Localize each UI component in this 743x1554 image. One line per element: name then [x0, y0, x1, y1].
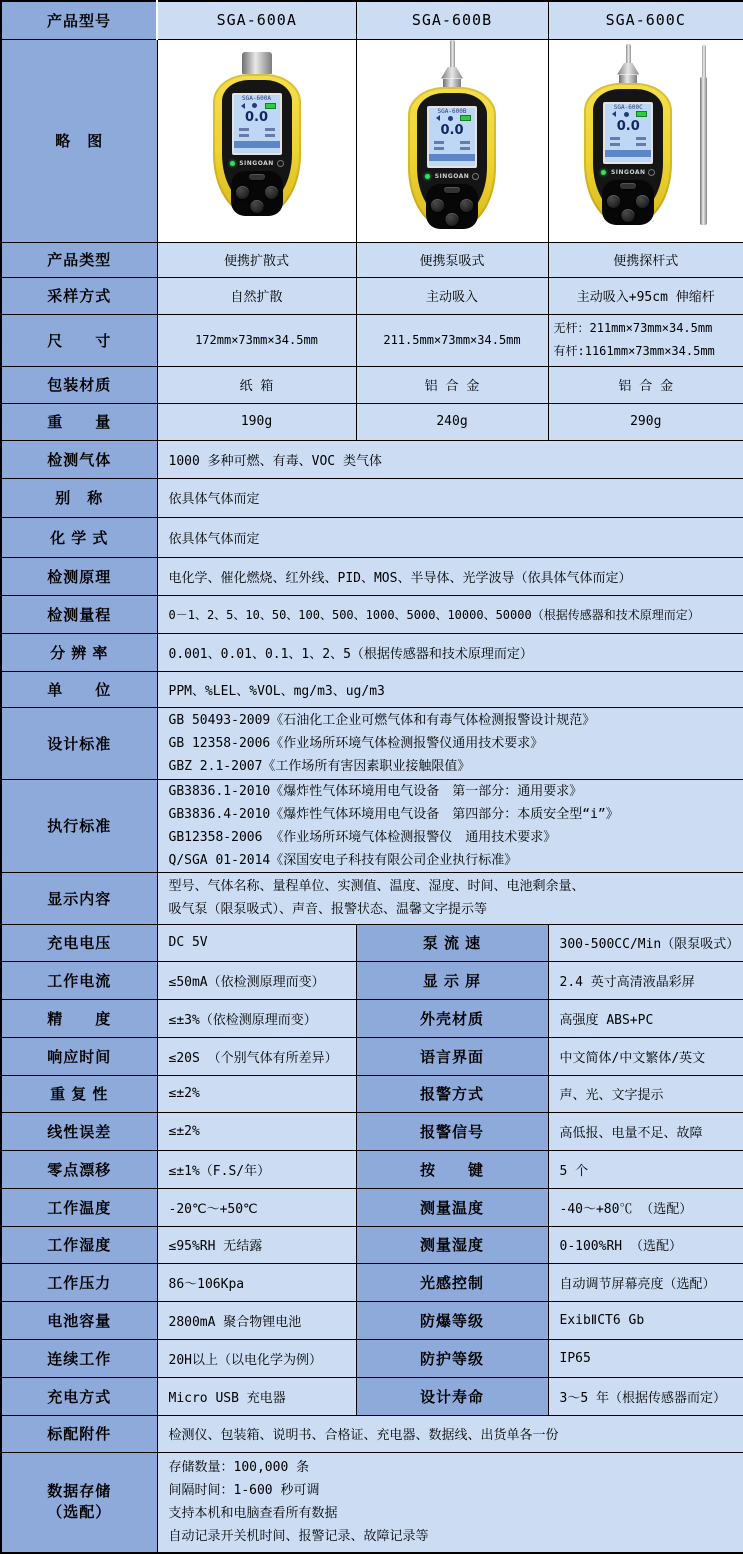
charge-voltage-value: DC 5V: [157, 924, 356, 961]
display-content-line: 型号、气体名称、量程单位、实测值、温度、湿度、时间、电池剩余量、: [169, 875, 740, 898]
measuring-range-value: 0－1、2、5、10、50、100、500、1000、5000、10000、50000（根据传感器和技术原理而定）: [157, 595, 743, 633]
label-design-life: 设计寿命: [356, 1377, 548, 1415]
label-product-type: 产品类型: [1, 242, 157, 277]
left-button-icon: [431, 199, 444, 212]
label-chemical-formula: 化 学 式: [1, 517, 157, 557]
model-row-label: 产品型号: [1, 1, 157, 39]
gas-detector-c: [584, 44, 672, 225]
power-icon: [277, 160, 284, 167]
working-humidity-value: ≤95%RH 无结露: [157, 1226, 356, 1263]
label-dimensions: 尺 寸: [1, 314, 157, 366]
execution-standard-line: GB3836.4-2010《爆炸性气体环境用电气设备 第四部分：本质安全型“i”》: [169, 803, 740, 826]
label-packaging: 包装材质: [1, 366, 157, 403]
screen-model-text: SGA-600C: [605, 104, 651, 111]
front-panel: [593, 89, 663, 213]
chemical-formula-value: 依具体气体而定: [157, 517, 743, 557]
lcd-screen: [427, 106, 477, 168]
row-continuous-work-protection: [1, 1339, 743, 1377]
data-storage-line: 支持本机和电脑查看所有数据: [169, 1502, 740, 1525]
label-response-time: 响应时间: [1, 1037, 157, 1075]
alias-value: 依具体气体而定: [157, 478, 743, 517]
row-sampling-method: [1, 277, 743, 314]
label-shell-material: 外壳材质: [356, 999, 548, 1037]
label-sampling-method: 采样方式: [1, 277, 157, 314]
label-pump-flow: 泵 流 速: [356, 924, 548, 961]
accuracy-value: ≤±3%（依检测原理而变）: [157, 999, 356, 1037]
screen-status-icons: [234, 102, 280, 109]
power-icon: [472, 173, 479, 180]
screen-info-bars: [234, 134, 280, 137]
packaging-b: 铝 合 金: [356, 366, 548, 403]
row-dimensions: [1, 314, 743, 366]
screen-reading: 0.0: [605, 119, 651, 134]
alarm-signal-value: 高低报、电量不足、故障: [548, 1112, 743, 1150]
row-packaging: [1, 366, 743, 403]
model-name-a: SGA-600A: [157, 1, 356, 39]
label-charge-voltage: 充电电压: [1, 924, 157, 961]
battery-capacity-value: 2800mA 聚合物锂电池: [157, 1301, 356, 1339]
row-target-gas: [1, 440, 743, 478]
sampling-b: 主动吸入: [356, 277, 548, 314]
working-pressure-value: 86～106Kpa: [157, 1263, 356, 1301]
design-standard-value: [157, 707, 743, 779]
row-working-temp-measure-temp: [1, 1188, 743, 1226]
row-battery-explosion-proof: [1, 1301, 743, 1339]
screen-status-icons: [605, 111, 651, 118]
alarm-mode-value: 声、光、文字提示: [548, 1075, 743, 1112]
linearity-error-value: ≤±2%: [157, 1112, 356, 1150]
label-charging-method: 充电方式: [1, 1377, 157, 1415]
detector-body: [213, 74, 301, 216]
row-charging-method-design-life: [1, 1377, 743, 1415]
execution-standard-value: [157, 779, 743, 872]
probe-cone: [441, 67, 463, 79]
screen-info-bars: [234, 128, 280, 131]
sensor-cap: [242, 52, 272, 74]
screen-info-bars: [429, 141, 475, 144]
data-storage-label-line: 数据存储: [2, 1481, 157, 1502]
resolution-value: 0.001、0.01、0.1、1、2、5（根据传感器和技术原理而定）: [157, 633, 743, 671]
label-zero-drift: 零点漂移: [1, 1150, 157, 1188]
design-standard-line: GB 50493-2009《石油化工企业可燃气体和有毒气体检测报警设计规范》: [169, 709, 740, 732]
design-standard-line: GB 12358-2006《作业场所环境气体检测报警仪通用技术要求》: [169, 732, 740, 755]
execution-standard-line: Q/SGA 01-2014《深国安电子科技有限公司企业执行标准》: [169, 849, 740, 872]
menu-button-icon: [620, 183, 636, 189]
rod-body: [700, 77, 707, 225]
label-detection-principle: 检测原理: [1, 557, 157, 595]
working-current-value: ≤50mA（依检测原理而变）: [157, 961, 356, 999]
lcd-screen: [232, 93, 282, 155]
data-storage-line: 存储数量：100,000 条: [169, 1456, 740, 1479]
model-name-c: SGA-600C: [548, 1, 743, 39]
detector-body: [408, 87, 496, 229]
label-language: 语言界面: [356, 1037, 548, 1075]
label-buttons: 按 键: [356, 1150, 548, 1188]
buttons-value: 5 个: [548, 1150, 743, 1188]
lcd-screen: [603, 102, 653, 164]
label-alarm-signal: 报警信号: [356, 1112, 548, 1150]
detection-principle-value: 电化学、催化燃烧、红外线、PID、MOS、半导体、光学波导（依具体气体而定）: [157, 557, 743, 595]
display-content-line: 吸气泵（限泵吸式）、声音、报警状态、温馨文字提示等: [169, 898, 740, 921]
protection-grade-value: IP65: [548, 1339, 743, 1377]
row-resolution: [1, 633, 743, 671]
keypad: [426, 184, 478, 229]
screen-status-icons: [429, 115, 475, 122]
weight-c: 290g: [548, 403, 743, 440]
device-photo-a: [158, 52, 356, 229]
product-photo-cell-b: [356, 39, 548, 242]
label-light-control: 光感控制: [356, 1263, 548, 1301]
front-panel: [222, 80, 292, 204]
panel-mid-strip: [593, 168, 663, 177]
row-alias: [1, 478, 743, 517]
label-working-current: 工作电流: [1, 961, 157, 999]
down-button-icon: [250, 200, 263, 213]
power-icon: [648, 169, 655, 176]
label-measuring-range: 检测量程: [1, 595, 157, 633]
telescopic-rod: [700, 45, 707, 225]
pump-probe: [450, 40, 455, 67]
row-execution-standard: [1, 779, 743, 872]
packaging-a: 纸 箱: [157, 366, 356, 403]
label-resolution: 分 辨 率: [1, 633, 157, 671]
row-accuracy-shell-material: [1, 999, 743, 1037]
panel-mid-strip: [417, 172, 487, 181]
row-measuring-range: [1, 595, 743, 633]
label-weight: 重 量: [1, 403, 157, 440]
keypad: [602, 180, 654, 225]
row-working-pressure-light-control: [1, 1263, 743, 1301]
row-detection-principle: [1, 557, 743, 595]
data-storage-line: 自动记录开关机时间、报警记录、故障记录等: [169, 1525, 740, 1548]
data-storage-line: 间隔时间：1-600 秒可调: [169, 1479, 740, 1502]
battery-icon: [265, 103, 276, 109]
dimensions-c-with-rod: 有杆:1161mm×73mm×34.5mm: [554, 340, 742, 363]
left-button-icon: [236, 186, 249, 199]
weight-b: 240g: [356, 403, 548, 440]
product-photo-cell-c: [548, 39, 743, 242]
packaging-c: 铝 合 金: [548, 366, 743, 403]
model-name-b: SGA-600B: [356, 1, 548, 39]
screen-info-bars: [605, 143, 651, 146]
right-button-icon: [460, 199, 473, 212]
label-accessories: 标配附件: [1, 1415, 157, 1452]
continuous-work-value: 20H以上（以电化学为例）: [157, 1339, 356, 1377]
screen-reading: 0.0: [234, 110, 280, 125]
label-accuracy: 精 度: [1, 999, 157, 1037]
label-target-gas: 检测气体: [1, 440, 157, 478]
screen-reading: 0.0: [429, 123, 475, 138]
pump-flow-value: 300-500CC/Min（限泵吸式）: [548, 924, 743, 961]
label-display-content: 显示内容: [1, 872, 157, 924]
row-unit: [1, 671, 743, 707]
execution-standard-line: GB12358-2006 《作业场所环境气体检测报警仪 通用技术要求》: [169, 826, 740, 849]
sketch-row-label: 略 图: [1, 39, 157, 242]
device-photo-b: [357, 40, 548, 242]
sampling-a: 自然扩散: [157, 277, 356, 314]
label-linearity-error: 线性误差: [1, 1112, 157, 1150]
row-linearity-alarm-signal: [1, 1112, 743, 1150]
led-indicator: [230, 161, 235, 166]
dimensions-b: 211.5mm×73mm×34.5mm: [356, 314, 548, 366]
led-indicator: [601, 170, 606, 175]
panel-mid-strip: [222, 159, 292, 168]
right-button-icon: [265, 186, 278, 199]
product-type-a: 便携扩散式: [157, 242, 356, 277]
row-working-humidity-measure-humidity: [1, 1226, 743, 1263]
row-weight: [1, 403, 743, 440]
row-response-time-language: [1, 1037, 743, 1075]
repeatability-value: ≤±2%: [157, 1075, 356, 1112]
fan-icon: [448, 116, 453, 121]
language-value: 中文简体/中文繁体/英文: [548, 1037, 743, 1075]
row-working-current-display-screen: [1, 961, 743, 999]
keypad: [231, 171, 283, 216]
sampling-c: 主动吸入+95cm 伸缩杆: [548, 277, 743, 314]
label-data-storage: [1, 1452, 157, 1553]
front-panel: [417, 93, 487, 217]
screen-info-bars: [429, 147, 475, 150]
screen-statusbar: [429, 154, 475, 161]
probe-collar: [619, 75, 637, 83]
measure-temperature-value: -40～+80℃ （选配）: [548, 1188, 743, 1226]
display-screen-value: 2.4 英寸高清液晶彩屏: [548, 961, 743, 999]
row-model: [1, 1, 743, 39]
device-photo-c: [549, 44, 743, 238]
screen-statusbar: [605, 150, 651, 157]
label-display-screen: 显 示 屏: [356, 961, 548, 999]
row-accessories: [1, 1415, 743, 1452]
design-standard-line: GBZ 2.1-2007《工作场所有害因素职业接触限值》: [169, 755, 740, 778]
label-alias: 别 称: [1, 478, 157, 517]
screen-model-text: SGA-600B: [429, 108, 475, 115]
row-zero-drift-buttons: [1, 1150, 743, 1188]
unit-value: PPM、%LEL、%VOL、mg/m3、ug/m3: [157, 671, 743, 707]
dimensions-c: [548, 314, 743, 366]
label-working-pressure: 工作压力: [1, 1263, 157, 1301]
zero-drift-value: ≤±1%（F.S/年）: [157, 1150, 356, 1188]
measure-humidity-value: 0-100%RH （选配）: [548, 1226, 743, 1263]
data-storage-label-line: （选配）: [2, 1502, 157, 1523]
speaker-icon: [609, 111, 616, 117]
label-battery-capacity: 电池容量: [1, 1301, 157, 1339]
label-explosion-proof-grade: 防爆等级: [356, 1301, 548, 1339]
detector-body: [584, 83, 672, 225]
display-content-value: [157, 872, 743, 924]
screen-info-bars: [605, 137, 651, 140]
row-sketch: [1, 39, 743, 242]
dimensions-c-no-rod: 无杆：211mm×73mm×34.5mm: [554, 317, 742, 340]
menu-button-icon: [444, 187, 460, 193]
label-working-temperature: 工作温度: [1, 1188, 157, 1226]
working-temperature-value: -20℃～+50℃: [157, 1188, 356, 1226]
product-type-c: 便携探杆式: [548, 242, 743, 277]
charging-method-value: Micro USB 充电器: [157, 1377, 356, 1415]
battery-icon: [636, 111, 647, 117]
label-continuous-work: 连续工作: [1, 1339, 157, 1377]
brand-text: SINGOAN: [611, 169, 646, 176]
product-photo-cell-a: [157, 39, 356, 242]
brand-text: SINGOAN: [435, 173, 470, 180]
label-protection-grade: 防护等级: [356, 1339, 548, 1377]
gas-detector-b: [408, 40, 496, 229]
fan-icon: [624, 112, 629, 117]
response-time-value: ≤20S （个别气体有所差异）: [157, 1037, 356, 1075]
row-design-standard: [1, 707, 743, 779]
probe-collar: [443, 79, 461, 87]
row-data-storage: [1, 1452, 743, 1553]
execution-standard-line: GB3836.1-2010《爆炸性气体环境用电气设备 第一部分：通用要求》: [169, 780, 740, 803]
menu-button-icon: [249, 174, 265, 180]
row-chemical-formula: [1, 517, 743, 557]
probe-cone: [617, 63, 639, 75]
row-charge-voltage-pump-flow: [1, 924, 743, 961]
label-unit: 单 位: [1, 671, 157, 707]
light-control-value: 自动调节屏幕亮度（选配）: [548, 1263, 743, 1301]
explosion-proof-grade-value: ExibⅡCT6 Gb: [548, 1301, 743, 1339]
product-type-b: 便携泵吸式: [356, 242, 548, 277]
accessories-value: 检测仪、包装箱、说明书、合格证、充电器、数据线、出货单各一份: [157, 1415, 743, 1452]
gas-detector-a: [213, 52, 301, 216]
label-working-humidity: 工作湿度: [1, 1226, 157, 1263]
data-storage-value: [157, 1452, 743, 1553]
battery-icon: [460, 115, 471, 121]
row-repeatability-alarm-mode: [1, 1075, 743, 1112]
rod-tip: [702, 45, 706, 77]
label-repeatability: 重 复 性: [1, 1075, 157, 1112]
row-display-content: [1, 872, 743, 924]
label-design-standard: 设计标准: [1, 707, 157, 779]
down-button-icon: [622, 209, 635, 222]
dimensions-a: 172mm×73mm×34.5mm: [157, 314, 356, 366]
left-button-icon: [607, 195, 620, 208]
label-measure-temperature: 测量温度: [356, 1188, 548, 1226]
screen-statusbar: [234, 141, 280, 148]
target-gas-value: 1000 多种可燃、有毒、VOC 类气体: [157, 440, 743, 478]
label-measure-humidity: 测量湿度: [356, 1226, 548, 1263]
screen-model-text: SGA-600A: [234, 95, 280, 102]
label-alarm-mode: 报警方式: [356, 1075, 548, 1112]
fan-icon: [252, 103, 257, 108]
row-product-type: [1, 242, 743, 277]
pump-probe: [626, 44, 631, 63]
speaker-icon: [238, 103, 245, 109]
down-button-icon: [446, 213, 459, 226]
label-execution-standard: 执行标准: [1, 779, 157, 872]
led-indicator: [425, 174, 430, 179]
design-life-value: 3～5 年（根据传感器而定）: [548, 1377, 743, 1415]
speaker-icon: [433, 115, 440, 121]
shell-material-value: 高强度 ABS+PC: [548, 999, 743, 1037]
weight-a: 190g: [157, 403, 356, 440]
brand-text: SINGOAN: [239, 160, 274, 167]
right-button-icon: [636, 195, 649, 208]
